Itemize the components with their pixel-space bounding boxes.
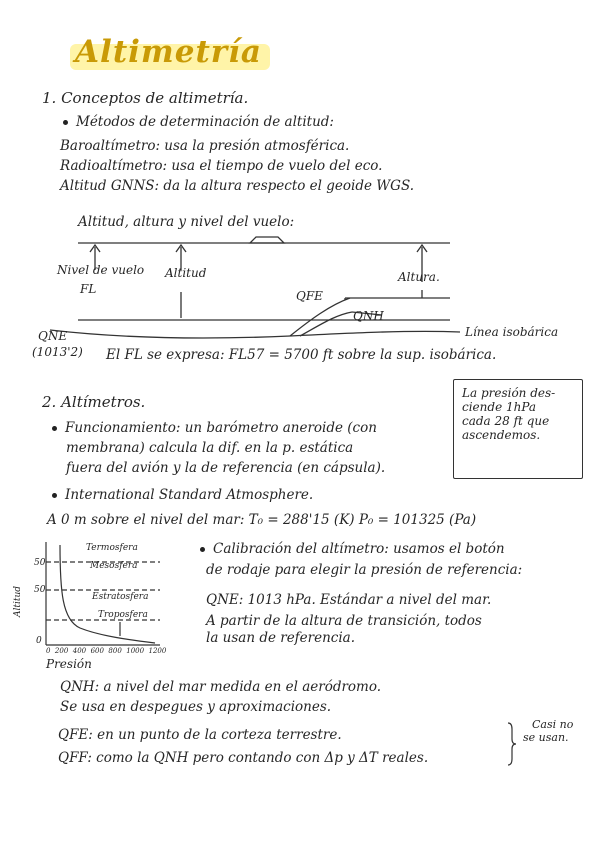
chart-x-label: Presión	[46, 657, 92, 671]
x-tick: 1200	[148, 647, 167, 655]
y-tick-3: 0	[36, 636, 42, 646]
x-tick: 600	[90, 647, 104, 655]
fl-label: Nivel de vuelo	[57, 263, 145, 277]
qnh-label: QNH	[353, 309, 384, 323]
layer-troposfera: Troposfera	[98, 610, 148, 620]
x-tick: 200	[54, 647, 69, 655]
qne-value: (1013'2)	[32, 345, 83, 359]
calib-line-2: de rodaje para elegir la presión de referencia:	[206, 562, 523, 578]
note-line-3: cada 28 ft que	[462, 414, 550, 428]
y-tick-1: 50	[34, 558, 46, 568]
qff-line: QFF: como la QNH pero contando con Δp y ΔT reales.	[58, 750, 429, 766]
fl-abbrev: FL	[80, 282, 97, 296]
page-title: Altimetría	[75, 34, 262, 70]
isobaric-label: Línea isobárica	[465, 325, 559, 339]
methods-heading-text: Métodos de determinación de altitud:	[76, 114, 334, 130]
chart-y-label: Altitud	[13, 585, 23, 617]
layer-estratosfera: Estratosfera	[92, 592, 149, 602]
diagram-heading: Altitud, altura y nivel del vuelo:	[78, 214, 295, 230]
function-line-2: membrana) calcula la dif. en la p. estática	[66, 440, 354, 456]
function-line-3: fuera del avión y la de referencia (en cápsula).	[66, 460, 386, 476]
sea-level-line: A 0 m sobre el nivel del mar: T₀ = 288'15 (K) P₀ = 101325 (Pa)	[47, 512, 477, 528]
note-line-2: ciende 1hPa	[462, 400, 537, 414]
layer-termosfera: Termosfera	[86, 543, 138, 553]
rarely-line-2: se usan.	[523, 731, 569, 744]
section-1-heading: 1. Conceptos de altimetría.	[42, 89, 249, 107]
baro-line: Baroaltímetro: usa la presión atmosférica.	[60, 138, 350, 154]
qne-label: QNE	[38, 329, 68, 343]
layer-mesosfera: Mesosfera	[90, 561, 138, 571]
x-tick: 1000	[126, 647, 145, 655]
note-line-1: La presión des-	[462, 386, 556, 400]
y-tick-2: 50	[34, 585, 46, 595]
x-tick: 800	[108, 647, 122, 655]
section-2-heading: 2. Altímetros.	[42, 393, 146, 411]
note-line-4: ascendemos.	[462, 428, 541, 442]
calib-line-1-text: Calibración del altímetro: usamos el botón	[213, 541, 505, 557]
transition-line-2: la usan de referencia.	[206, 630, 356, 646]
function-line-1-text: Funcionamiento: un barómetro aneroide (con	[65, 420, 377, 436]
qfe-label: QFE	[296, 289, 323, 303]
transition-line-1: A partir de la altura de transición, todos	[206, 613, 482, 629]
altitud-label: Altitud	[165, 266, 207, 280]
qnh-line-2: Se usa en despegues y aproximaciones.	[60, 699, 332, 715]
brace-icon	[508, 723, 516, 765]
qnh-line-1: QNH: a nivel del mar medida en el aeródromo.	[60, 679, 382, 695]
radio-line: Radioaltímetro: usa el tiempo de vuelo del eco.	[60, 158, 383, 174]
qne-line: QNE: 1013 hPa. Estándar a nivel del mar.	[206, 592, 492, 608]
gnns-line: Altitud GNNS: da la altura respecto el geoide WGS.	[60, 178, 414, 194]
x-tick: 400	[72, 647, 87, 655]
rarely-line-1: Casi no	[532, 718, 574, 731]
fl-expression: El FL se expresa: FL57 = 5700 ft sobre la sup. isobárica.	[106, 347, 497, 363]
altura-label: Altura.	[398, 270, 440, 284]
x-tick: 0	[46, 647, 51, 655]
isa-text: International Standard Atmosphere.	[65, 487, 314, 503]
qfe-line: QFE: en un punto de la corteza terrestre.	[58, 727, 342, 743]
